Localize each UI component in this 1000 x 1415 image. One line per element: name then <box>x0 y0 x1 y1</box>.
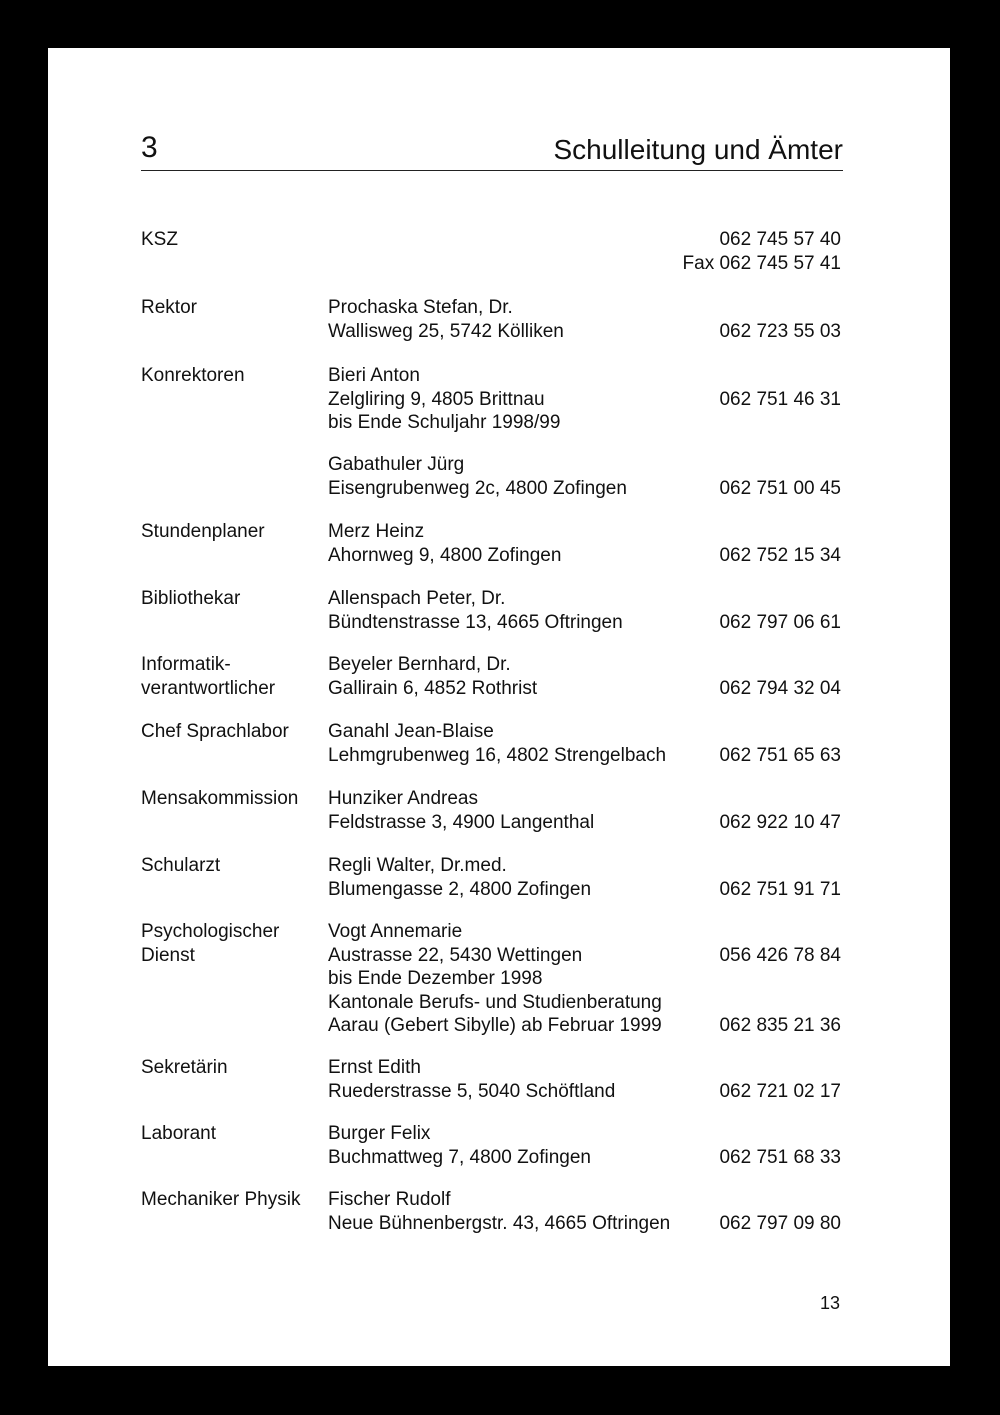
role-label: Konrektoren <box>141 365 245 386</box>
contact-text: Beyeler Bernhard, Dr. <box>328 654 511 675</box>
contact-line <box>328 477 841 501</box>
contact-text: Ahornweg 9, 4800 Zofingen <box>328 544 562 566</box>
directory-entry <box>141 653 841 700</box>
ksz-fax: Fax 062 745 57 41 <box>682 252 841 274</box>
contact-line <box>328 611 841 635</box>
contact-lines <box>328 364 841 435</box>
directory-entry <box>141 296 841 343</box>
contact-line <box>328 388 841 412</box>
contact-text: Ruederstrasse 5, 5040 Schöftland <box>328 1080 616 1102</box>
contact-text: Gallirain 6, 4852 Rothrist <box>328 677 538 699</box>
contact-lines <box>328 296 841 343</box>
directory-entry <box>141 520 841 567</box>
contact-line <box>328 544 841 568</box>
contact-text: Lehmgrubenweg 16, 4802 Strengelbach <box>328 744 667 766</box>
chapter-header <box>141 130 843 171</box>
phone-number: 062 797 06 61 <box>719 611 841 633</box>
directory-entry <box>141 364 841 435</box>
contact-lines <box>328 587 841 634</box>
phone-number: 062 751 68 33 <box>719 1146 841 1168</box>
contact-line <box>328 991 841 1015</box>
contact-line <box>328 653 841 677</box>
directory-entry <box>141 920 841 1038</box>
directory-entry <box>141 587 841 634</box>
contact-text: Neue Bühnenbergstr. 43, 4665 Oftringen <box>328 1212 671 1234</box>
contact-text: Gabathuler Jürg <box>328 454 465 475</box>
contact-line <box>328 854 841 878</box>
contact-text: Aarau (Gebert Sibylle) ab Februar 1999 <box>328 1015 662 1036</box>
contact-text: Bieri Anton <box>328 365 420 386</box>
contact-line <box>328 944 841 968</box>
contact-text: Zelgliring 9, 4805 Brittnau <box>328 388 545 410</box>
contact-text: Fischer Rudolf <box>328 1189 451 1210</box>
directory-entry <box>141 854 841 901</box>
contact-line <box>328 677 841 701</box>
contact-line <box>328 1056 841 1080</box>
role-label: Stundenplaner <box>141 521 265 542</box>
contact-text: Wallisweg 25, 5742 Kölliken <box>328 320 564 342</box>
role-label: Informatik- verantwortlicher <box>141 654 276 699</box>
contact-text: Feldstrasse 3, 4900 Langenthal <box>328 811 595 833</box>
phone-number: 062 723 55 03 <box>719 320 841 342</box>
ksz-phone: 062 745 57 40 <box>719 229 841 250</box>
contact-lines <box>328 1056 841 1103</box>
phone-number: 062 721 02 17 <box>719 1080 841 1102</box>
contact-text: Merz Heinz <box>328 521 425 542</box>
role-label: Mensakommission <box>141 788 299 809</box>
contact-text: Bündtenstrasse 13, 4665 Oftringen <box>328 611 623 633</box>
role-label: Laborant <box>141 1123 217 1144</box>
contact-text: bis Ende Dezember 1998 <box>328 968 543 989</box>
role-label: Schularzt <box>141 855 221 876</box>
contact-line <box>328 296 841 320</box>
document-page <box>48 48 950 1366</box>
contact-text: Buchmattweg 7, 4800 Zofingen <box>328 1146 592 1168</box>
contact-line <box>328 520 841 544</box>
contact-lines <box>328 920 841 1038</box>
phone-number: 062 922 10 47 <box>719 811 841 833</box>
contact-line <box>328 967 841 991</box>
role-label: Mechaniker Physik <box>141 1189 301 1210</box>
contact-lines <box>328 720 841 767</box>
contact-line <box>328 720 841 744</box>
contact-lines <box>328 1188 841 1235</box>
phone-number: 056 426 78 84 <box>719 944 841 966</box>
phone-number: 062 751 91 71 <box>719 878 841 900</box>
contact-line <box>328 1188 841 1212</box>
contact-line <box>328 1122 841 1146</box>
contact-text: Eisengrubenweg 2c, 4800 Zofingen <box>328 477 627 499</box>
contact-line <box>328 878 841 902</box>
directory-entry <box>141 720 841 767</box>
contact-text: Ernst Edith <box>328 1057 421 1078</box>
contact-text: Prochaska Stefan, Dr. <box>328 297 513 318</box>
contact-line <box>328 744 841 768</box>
contact-text: Blumengasse 2, 4800 Zofingen <box>328 878 592 900</box>
contact-line <box>328 787 841 811</box>
contact-line <box>328 453 841 477</box>
contact-lines <box>328 520 841 567</box>
contact-lines <box>328 653 841 700</box>
contact-line <box>328 1146 841 1170</box>
phone-number: 062 797 09 80 <box>719 1212 841 1234</box>
role-label: Bibliothekar <box>141 588 241 609</box>
directory-entry <box>141 1122 841 1169</box>
contact-line <box>328 811 841 835</box>
phone-number: 062 794 32 04 <box>719 677 841 699</box>
contact-text: Austrasse 22, 5430 Wettingen <box>328 944 583 966</box>
contact-text: bis Ende Schuljahr 1998/99 <box>328 412 561 433</box>
contact-text: Burger Felix <box>328 1123 431 1144</box>
chapter-number: 3 <box>141 131 158 164</box>
contact-text: Hunziker Andreas <box>328 788 478 809</box>
contact-line <box>328 1014 841 1038</box>
chapter-title: Schulleitung und Ämter <box>553 134 843 165</box>
contact-line <box>328 364 841 388</box>
contact-text: Kantonale Berufs- und Studienberatung <box>328 991 662 1013</box>
phone-number: 062 751 65 63 <box>719 744 841 766</box>
contact-text: Ganahl Jean-Blaise <box>328 721 494 742</box>
contact-lines <box>328 854 841 901</box>
contact-line <box>328 1080 841 1104</box>
contact-text: Vogt Annemarie <box>328 921 463 942</box>
contact-line <box>328 320 841 344</box>
role-label: Sekretärin <box>141 1057 228 1078</box>
role-label: Chef Sprachlabor <box>141 721 289 742</box>
page-number: 13 <box>819 1293 840 1313</box>
directory-entry <box>141 787 841 834</box>
contact-lines <box>328 1122 841 1169</box>
directory-entry <box>141 1056 841 1103</box>
phone-number: 062 751 46 31 <box>719 388 841 410</box>
ksz-phone-block <box>683 228 841 275</box>
phone-number: 062 835 21 36 <box>719 1015 841 1036</box>
contact-line <box>328 587 841 611</box>
ksz-label: KSZ <box>141 229 178 250</box>
directory-entry <box>141 453 841 500</box>
role-label: Psychologischer Dienst <box>141 921 280 966</box>
contact-line <box>328 920 841 944</box>
contact-line <box>328 411 841 435</box>
contact-text: Allenspach Peter, Dr. <box>328 588 506 609</box>
role-label: Rektor <box>141 297 197 318</box>
contact-lines <box>328 787 841 834</box>
contact-text: Regli Walter, Dr.med. <box>328 855 507 876</box>
phone-number: 062 751 00 45 <box>719 477 841 499</box>
contact-line <box>328 1212 841 1236</box>
contact-lines <box>328 453 841 500</box>
phone-number: 062 752 15 34 <box>719 544 841 566</box>
directory-entry <box>141 1188 841 1235</box>
